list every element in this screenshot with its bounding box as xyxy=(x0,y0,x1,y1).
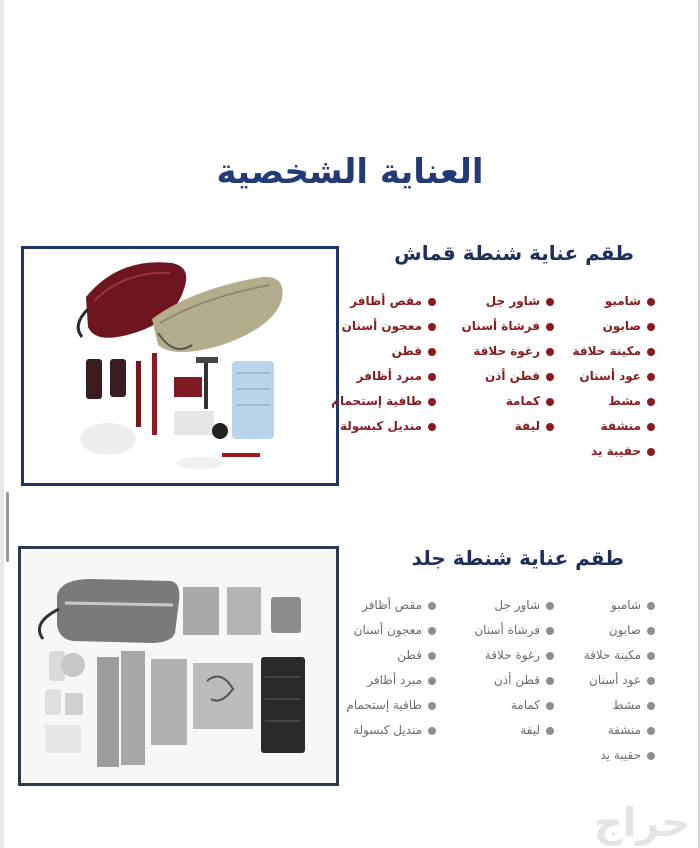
bullet-icon xyxy=(647,652,655,660)
bullet-icon xyxy=(428,602,436,610)
list-item: شامبو xyxy=(572,289,655,314)
list-item: مشط xyxy=(572,389,655,414)
list-item: كمامة xyxy=(462,389,554,414)
list-item: مكينة حلاقة xyxy=(584,643,655,668)
list-item: قطن أذن xyxy=(462,364,554,389)
list-item: طاقية إستحمام xyxy=(331,389,436,414)
list-item: مقص أظافر xyxy=(331,289,436,314)
bullet-icon xyxy=(647,702,655,710)
bullet-icon xyxy=(428,652,436,660)
list-item: عود أسنان xyxy=(584,668,655,693)
kit-fabric-items-col-2 xyxy=(462,289,554,439)
scrollbar-thumb[interactable] xyxy=(6,492,9,562)
list-item: طاقية إستحمام xyxy=(346,693,436,718)
bullet-icon xyxy=(546,627,554,635)
bullet-icon xyxy=(428,727,436,735)
list-item: مبرد أظافر xyxy=(331,364,436,389)
list-item: حقيبة يد xyxy=(584,743,655,768)
list-item: منشفة xyxy=(572,414,655,439)
kit-leather-items-col-2 xyxy=(474,593,554,743)
list-item: مبرد أظافر xyxy=(346,668,436,693)
list-item: ليفة xyxy=(462,414,554,439)
list-item: فرشاة أسنان xyxy=(462,314,554,339)
bullet-icon xyxy=(546,677,554,685)
list-item: صابون xyxy=(572,314,655,339)
kit-title-leather: طقم عناية شنطة جلد xyxy=(411,546,624,570)
bullet-icon xyxy=(647,398,655,406)
bullet-icon xyxy=(546,652,554,660)
bullet-icon xyxy=(647,323,655,331)
bullet-icon xyxy=(428,677,436,685)
list-item: ليفة xyxy=(474,718,554,743)
kit-fabric-items-col-1 xyxy=(572,289,655,464)
bullet-icon xyxy=(546,298,554,306)
page-edge xyxy=(0,0,4,848)
bullet-icon xyxy=(546,702,554,710)
bullet-icon xyxy=(428,348,436,356)
list-item: قطن أذن xyxy=(474,668,554,693)
bullet-icon xyxy=(647,373,655,381)
list-item: فرشاة أسنان xyxy=(474,618,554,643)
bullet-icon xyxy=(647,298,655,306)
list-item: منشفة xyxy=(584,718,655,743)
list-item: معجون أسنان xyxy=(331,314,436,339)
bullet-icon xyxy=(546,602,554,610)
bullet-icon xyxy=(428,702,436,710)
list-item: مشط xyxy=(584,693,655,718)
list-item: حقيبة يد xyxy=(572,439,655,464)
kit-leather-items-col-3 xyxy=(346,593,436,743)
list-item: قطن xyxy=(331,339,436,364)
bullet-icon xyxy=(647,448,655,456)
list-item: قطن xyxy=(346,643,436,668)
list-item: رغوة حلاقة xyxy=(474,643,554,668)
kit-leather-items-col-1 xyxy=(584,593,655,768)
bullet-icon xyxy=(546,398,554,406)
bullet-icon xyxy=(428,398,436,406)
list-item: منديل كبسولة xyxy=(346,718,436,743)
list-item: صابون xyxy=(584,618,655,643)
bullet-icon xyxy=(647,423,655,431)
bullet-icon xyxy=(546,373,554,381)
list-item: عود أسنان xyxy=(572,364,655,389)
bullet-icon xyxy=(546,727,554,735)
list-item: معجون أسنان xyxy=(346,618,436,643)
list-item: شاور جل xyxy=(462,289,554,314)
bullet-icon xyxy=(428,627,436,635)
bullet-icon xyxy=(647,348,655,356)
bullet-icon xyxy=(428,323,436,331)
bullet-icon xyxy=(647,602,655,610)
fabric-toiletry-kit-photo-icon xyxy=(24,249,336,483)
list-item: شاور جل xyxy=(474,593,554,618)
kit-photo-fabric xyxy=(21,246,339,486)
kit-title-fabric: طقم عناية شنطة قماش xyxy=(394,241,634,265)
bullet-icon xyxy=(546,423,554,431)
bullet-icon xyxy=(647,677,655,685)
list-item: مكينة حلاقة xyxy=(572,339,655,364)
bullet-icon xyxy=(647,727,655,735)
kit-photo-leather xyxy=(18,546,339,786)
bullet-icon xyxy=(546,348,554,356)
list-item: رغوة حلاقة xyxy=(462,339,554,364)
list-item: كمامة xyxy=(474,693,554,718)
list-item: منديل كبسولة xyxy=(331,414,436,439)
bullet-icon xyxy=(546,323,554,331)
list-item: مقص أظافر xyxy=(346,593,436,618)
list-item: شامبو xyxy=(584,593,655,618)
kit-fabric-items-col-3 xyxy=(331,289,436,439)
bullet-icon xyxy=(428,298,436,306)
bullet-icon xyxy=(428,423,436,431)
page-title: العناية الشخصية xyxy=(216,152,484,192)
bullet-icon xyxy=(428,373,436,381)
watermark: حراج xyxy=(593,800,690,846)
bullet-icon xyxy=(647,627,655,635)
bullet-icon xyxy=(647,752,655,760)
leather-toiletry-kit-photo-icon xyxy=(21,549,336,783)
